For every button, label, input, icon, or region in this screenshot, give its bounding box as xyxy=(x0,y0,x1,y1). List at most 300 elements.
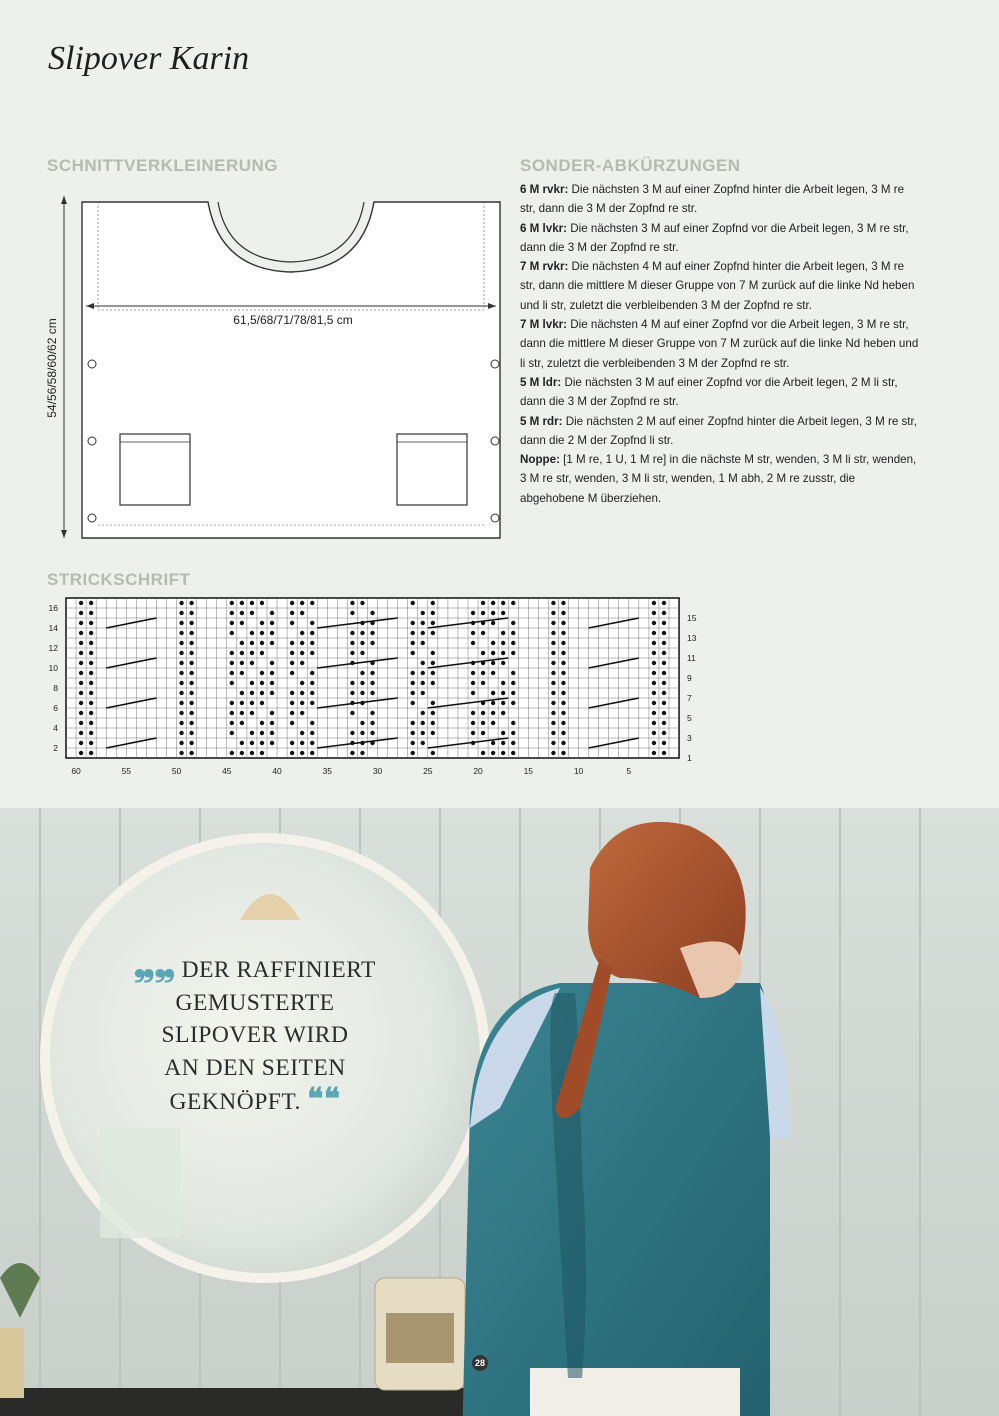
row-label: 4 xyxy=(53,723,58,733)
purl-dot xyxy=(240,641,244,645)
purl-dot xyxy=(189,651,193,655)
purl-dot xyxy=(360,641,364,645)
purl-dot xyxy=(561,621,565,625)
purl-dot xyxy=(431,751,435,755)
purl-dot xyxy=(350,641,354,645)
purl-dot xyxy=(360,651,364,655)
purl-dot xyxy=(501,741,505,745)
purl-dot xyxy=(501,691,505,695)
purl-dot xyxy=(230,681,234,685)
purl-dot xyxy=(89,651,93,655)
purl-dot xyxy=(370,631,374,635)
purl-dot xyxy=(360,631,364,635)
purl-dot xyxy=(290,671,294,675)
purl-dot xyxy=(662,631,666,635)
purl-dot xyxy=(230,751,234,755)
purl-dot xyxy=(561,711,565,715)
purl-dot xyxy=(79,601,83,605)
purl-dot xyxy=(370,711,374,715)
purl-dot xyxy=(501,631,505,635)
purl-dot xyxy=(501,611,505,615)
purl-dot xyxy=(350,681,354,685)
purl-dot xyxy=(421,631,425,635)
purl-dot xyxy=(370,641,374,645)
purl-dot xyxy=(240,711,244,715)
purl-dot xyxy=(662,721,666,725)
purl-dot xyxy=(471,671,475,675)
purl-dot xyxy=(662,741,666,745)
purl-dot xyxy=(79,681,83,685)
purl-dot xyxy=(270,671,274,675)
row-label: 12 xyxy=(48,643,58,653)
abbreviation-text: Die nächsten 3 M auf einer Zopfnd vor die Arbeit legen, 2 M li str, dann die 3 M der Zopfnd re str. xyxy=(520,375,898,409)
purl-dot xyxy=(189,671,193,675)
purl-dot xyxy=(481,651,485,655)
purl-dot xyxy=(551,651,555,655)
purl-dot xyxy=(551,601,555,605)
purl-dot xyxy=(89,661,93,665)
purl-dot xyxy=(370,671,374,675)
purl-dot xyxy=(270,741,274,745)
column-label: 10 xyxy=(573,766,584,776)
purl-dot xyxy=(501,651,505,655)
column-label: 35 xyxy=(322,766,333,776)
row-label: 7 xyxy=(687,693,692,703)
purl-dot xyxy=(501,601,505,605)
purl-dot xyxy=(551,711,555,715)
row-label: 3 xyxy=(687,733,692,743)
purl-dot xyxy=(300,631,304,635)
purl-dot xyxy=(300,691,304,695)
purl-dot xyxy=(179,741,183,745)
purl-dot xyxy=(370,681,374,685)
purl-dot xyxy=(411,601,415,605)
purl-dot xyxy=(411,721,415,725)
purl-dot xyxy=(230,661,234,665)
purl-dot xyxy=(421,721,425,725)
purl-dot xyxy=(179,751,183,755)
purl-dot xyxy=(89,751,93,755)
column-label: 50 xyxy=(171,766,182,776)
purl-dot xyxy=(240,741,244,745)
purl-dot xyxy=(89,701,93,705)
purl-dot xyxy=(230,711,234,715)
purl-dot xyxy=(89,601,93,605)
purl-dot xyxy=(411,681,415,685)
purl-dot xyxy=(300,751,304,755)
purl-dot xyxy=(240,601,244,605)
purl-dot xyxy=(350,631,354,635)
purl-dot xyxy=(662,711,666,715)
purl-dot xyxy=(662,751,666,755)
purl-dot xyxy=(350,711,354,715)
purl-dot xyxy=(300,701,304,705)
purl-dot xyxy=(431,731,435,735)
purl-dot xyxy=(300,611,304,615)
purl-dot xyxy=(501,641,505,645)
purl-dot xyxy=(561,751,565,755)
purl-dot xyxy=(300,641,304,645)
purl-dot xyxy=(300,651,304,655)
purl-dot xyxy=(350,751,354,755)
purl-dot xyxy=(421,691,425,695)
purl-dot xyxy=(270,681,274,685)
purl-dot xyxy=(491,721,495,725)
purl-dot xyxy=(290,691,294,695)
purl-dot xyxy=(260,731,264,735)
quote-close-icon: ❝❝ xyxy=(307,1083,341,1116)
purl-dot xyxy=(189,691,193,695)
purl-dot xyxy=(89,681,93,685)
height-measurement: 54/56/58/60/62 cm xyxy=(45,318,59,418)
abbreviation-term: 7 M rvkr: xyxy=(520,260,569,274)
purl-dot xyxy=(481,671,485,675)
purl-dot xyxy=(561,661,565,665)
purl-dot xyxy=(79,611,83,615)
purl-dot xyxy=(481,721,485,725)
quote-line: SLIPOVER WIRD xyxy=(161,1022,349,1048)
purl-dot xyxy=(431,671,435,675)
purl-dot xyxy=(250,731,254,735)
purl-dot xyxy=(511,701,515,705)
row-label: 16 xyxy=(48,603,58,613)
abbreviation-term: 5 M ldr: xyxy=(520,375,562,389)
purl-dot xyxy=(189,601,193,605)
column-label: 25 xyxy=(423,766,433,776)
purl-dot xyxy=(79,641,83,645)
purl-dot xyxy=(431,611,435,615)
row-label: 8 xyxy=(53,683,58,693)
row-label: 1 xyxy=(687,753,692,763)
purl-dot xyxy=(370,611,374,615)
purl-dot xyxy=(300,741,304,745)
purl-dot xyxy=(250,701,254,705)
purl-dot xyxy=(179,691,183,695)
purl-dot xyxy=(481,611,485,615)
purl-dot xyxy=(250,651,254,655)
purl-dot xyxy=(230,601,234,605)
purl-dot xyxy=(350,691,354,695)
purl-dot xyxy=(652,681,656,685)
purl-dot xyxy=(250,711,254,715)
purl-dot xyxy=(411,641,415,645)
purl-dot xyxy=(511,751,515,755)
purl-dot xyxy=(240,691,244,695)
purl-dot xyxy=(290,611,294,615)
purl-dot xyxy=(551,681,555,685)
purl-dot xyxy=(260,671,264,675)
purl-dot xyxy=(189,731,193,735)
purl-dot xyxy=(270,721,274,725)
width-measurement: 61,5/68/71/78/81,5 cm xyxy=(233,313,353,327)
purl-dot xyxy=(89,711,93,715)
purl-dot xyxy=(310,691,314,695)
abbreviation-text: Die nächsten 2 M auf einer Zopfnd hinter die Arbeit legen, 3 M re str, dann die 2 M der Zopfnd li str. xyxy=(520,414,917,447)
purl-dot xyxy=(421,621,425,625)
abbreviation-text: Die nächsten 3 M auf einer Zopfnd vor die Arbeit legen, 3 M re str, dann die 3 M der Zopfnd re str. xyxy=(520,221,909,254)
purl-dot xyxy=(662,601,666,605)
purl-dot xyxy=(511,731,515,735)
purl-dot xyxy=(79,631,83,635)
column-label: 55 xyxy=(121,766,132,776)
row-label: 15 xyxy=(687,613,697,623)
purl-dot xyxy=(561,631,565,635)
purl-dot xyxy=(230,671,234,675)
purl-dot xyxy=(179,611,183,615)
purl-dot xyxy=(421,741,425,745)
purl-dot xyxy=(511,641,515,645)
purl-dot xyxy=(240,661,244,665)
abbreviation-text: Die nächsten 3 M auf einer Zopfnd hinter die Arbeit legen, 3 M re str, dann die 3 M der Zopfnd re str. xyxy=(520,183,905,216)
purl-dot xyxy=(551,701,555,705)
purl-dot xyxy=(270,731,274,735)
abbreviation-item xyxy=(520,180,920,219)
purl-dot xyxy=(411,631,415,635)
purl-dot xyxy=(652,621,656,625)
purl-dot xyxy=(270,691,274,695)
purl-dot xyxy=(491,741,495,745)
purl-dot xyxy=(179,731,183,735)
column-label: 40 xyxy=(272,766,282,776)
purl-dot xyxy=(179,671,183,675)
purl-dot xyxy=(421,731,425,735)
purl-dot xyxy=(370,721,374,725)
purl-dot xyxy=(431,661,435,665)
purl-dot xyxy=(89,731,93,735)
purl-dot xyxy=(270,631,274,635)
purl-dot xyxy=(290,601,294,605)
purl-dot xyxy=(189,681,193,685)
purl-dot xyxy=(491,621,495,625)
purl-dot xyxy=(662,671,666,675)
abbreviation-text: [1 M re, 1 U, 1 M re] in die nächste M str, wenden, 3 M li str, wenden, 3 M re str, wenden, 3 M li str, wenden, 1 M abh, 2 M re zusstr, die abgehobene M überziehen. xyxy=(520,453,917,505)
purl-dot xyxy=(179,711,183,715)
purl-dot xyxy=(230,621,234,625)
purl-dot xyxy=(652,741,656,745)
pattern-title: Slipover Karin xyxy=(48,40,250,77)
quote-line: GEMUSTERTE xyxy=(175,989,335,1016)
purl-dot xyxy=(370,731,374,735)
purl-dot xyxy=(89,671,93,675)
purl-dot xyxy=(310,721,314,725)
purl-dot xyxy=(471,721,475,725)
abbreviations-heading: SONDER-ABKÜRZUNGEN xyxy=(520,156,741,175)
purl-dot xyxy=(79,741,83,745)
purl-dot xyxy=(370,691,374,695)
abbreviation-item xyxy=(520,257,920,315)
purl-dot xyxy=(471,731,475,735)
purl-dot xyxy=(551,631,555,635)
purl-dot xyxy=(652,641,656,645)
purl-dot xyxy=(310,621,314,625)
abbreviation-item xyxy=(520,450,920,508)
purl-dot xyxy=(481,711,485,715)
purl-dot xyxy=(310,701,314,705)
row-label: 13 xyxy=(687,633,697,643)
purl-dot xyxy=(189,741,193,745)
abbreviation-text: Die nächsten 4 M auf einer Zopfnd hinter die Arbeit legen, 3 M re str, dann die mittlere M dieser Gruppe von 7 M zurück auf die linke Nd heben und li str, zuletzt die verbleibenden 3 M der Zopfnd re str. xyxy=(520,260,915,312)
purl-dot xyxy=(431,621,435,625)
purl-dot xyxy=(89,741,93,745)
purl-dot xyxy=(481,601,485,605)
purl-dot xyxy=(179,681,183,685)
purl-dot xyxy=(290,701,294,705)
purl-dot xyxy=(300,711,304,715)
purl-dot xyxy=(240,651,244,655)
purl-dot xyxy=(551,741,555,745)
purl-dot xyxy=(189,611,193,615)
purl-dot xyxy=(79,691,83,695)
purl-dot xyxy=(79,661,83,665)
row-label: 9 xyxy=(687,673,692,683)
purl-dot xyxy=(652,701,656,705)
abbreviation-text: Die nächsten 4 M auf einer Zopfnd vor die Arbeit legen, 3 M re str, dann die mittlere M dieser Gruppe von 7 M zurück auf die linke Nd heben und li str, zuletzt die verbleibenden 3 M der Zopfnd re str. xyxy=(520,318,919,370)
purl-dot xyxy=(360,681,364,685)
purl-dot xyxy=(491,711,495,715)
purl-dot xyxy=(240,611,244,615)
purl-dot xyxy=(179,631,183,635)
purl-dot xyxy=(290,751,294,755)
purl-dot xyxy=(360,691,364,695)
purl-dot xyxy=(662,621,666,625)
purl-dot xyxy=(662,701,666,705)
purl-dot xyxy=(360,751,364,755)
purl-dot xyxy=(491,611,495,615)
purl-dot xyxy=(511,741,515,745)
purl-dot xyxy=(189,751,193,755)
purl-dot xyxy=(179,621,183,625)
purl-dot xyxy=(300,681,304,685)
purl-dot xyxy=(561,641,565,645)
purl-dot xyxy=(652,691,656,695)
purl-dot xyxy=(491,651,495,655)
purl-dot xyxy=(250,631,254,635)
purl-dot xyxy=(431,651,435,655)
abbreviation-item xyxy=(520,412,920,451)
purl-dot xyxy=(652,651,656,655)
purl-dot xyxy=(179,601,183,605)
purl-dot xyxy=(260,741,264,745)
purl-dot xyxy=(431,711,435,715)
schematic-diagram xyxy=(40,180,520,550)
quote-line: GEKNÖPFT. xyxy=(169,1089,301,1115)
purl-dot xyxy=(421,681,425,685)
purl-dot xyxy=(79,651,83,655)
purl-dot xyxy=(310,741,314,745)
purl-dot xyxy=(360,601,364,605)
purl-dot xyxy=(421,611,425,615)
purl-dot xyxy=(270,611,274,615)
purl-dot xyxy=(79,671,83,675)
purl-dot xyxy=(481,751,485,755)
purl-dot xyxy=(652,611,656,615)
purl-dot xyxy=(431,721,435,725)
purl-dot xyxy=(79,751,83,755)
purl-dot xyxy=(501,701,505,705)
purl-dot xyxy=(511,721,515,725)
purl-dot xyxy=(551,641,555,645)
quote-line: AN DEN SEITEN xyxy=(164,1054,346,1081)
purl-dot xyxy=(551,691,555,695)
purl-dot xyxy=(662,651,666,655)
row-label: 6 xyxy=(53,703,58,713)
column-label: 60 xyxy=(71,766,81,776)
purl-dot xyxy=(250,741,254,745)
purl-dot xyxy=(240,751,244,755)
purl-dot xyxy=(551,661,555,665)
purl-dot xyxy=(179,661,183,665)
purl-dot xyxy=(411,751,415,755)
purl-dot xyxy=(79,621,83,625)
purl-dot xyxy=(471,631,475,635)
abbreviation-term: 6 M lvkr: xyxy=(520,221,568,235)
purl-dot xyxy=(561,741,565,745)
purl-dot xyxy=(652,731,656,735)
abbreviation-term: 6 M rvkr: xyxy=(520,183,569,196)
schnitt-heading: SCHNITTVERKLEINERUNG xyxy=(47,156,279,175)
purl-dot xyxy=(471,611,475,615)
purl-dot xyxy=(652,601,656,605)
purl-dot xyxy=(89,611,93,615)
purl-dot xyxy=(561,691,565,695)
purl-dot xyxy=(411,651,415,655)
purl-dot xyxy=(511,601,515,605)
column-label: 45 xyxy=(222,766,232,776)
row-label: 14 xyxy=(48,623,58,633)
purl-dot xyxy=(260,651,264,655)
purl-dot xyxy=(230,721,234,725)
purl-dot xyxy=(350,731,354,735)
purl-dot xyxy=(551,731,555,735)
purl-dot xyxy=(431,631,435,635)
purl-dot xyxy=(240,671,244,675)
purl-dot xyxy=(511,691,515,695)
purl-dot xyxy=(260,751,264,755)
purl-dot xyxy=(491,671,495,675)
purl-dot xyxy=(89,721,93,725)
purl-dot xyxy=(551,751,555,755)
purl-dot xyxy=(230,701,234,705)
purl-dot xyxy=(260,721,264,725)
purl-dot xyxy=(260,701,264,705)
purl-dot xyxy=(89,691,93,695)
purl-dot xyxy=(561,611,565,615)
purl-dot xyxy=(662,641,666,645)
purl-dot xyxy=(230,611,234,615)
purl-dot xyxy=(421,661,425,665)
purl-dot xyxy=(350,601,354,605)
purl-dot xyxy=(561,721,565,725)
purl-dot xyxy=(270,641,274,645)
row-label: 11 xyxy=(687,653,696,663)
purl-dot xyxy=(561,731,565,735)
purl-dot xyxy=(89,641,93,645)
purl-dot xyxy=(421,641,425,645)
purl-dot xyxy=(491,751,495,755)
purl-dot xyxy=(290,651,294,655)
purl-dot xyxy=(360,671,364,675)
purl-dot xyxy=(240,621,244,625)
purl-dot xyxy=(89,631,93,635)
purl-dot xyxy=(230,731,234,735)
purl-dot xyxy=(260,691,264,695)
purl-dot xyxy=(310,651,314,655)
purl-dot xyxy=(260,641,264,645)
purl-dot xyxy=(411,741,415,745)
purl-dot xyxy=(189,631,193,635)
purl-dot xyxy=(471,711,475,715)
purl-dot xyxy=(471,681,475,685)
